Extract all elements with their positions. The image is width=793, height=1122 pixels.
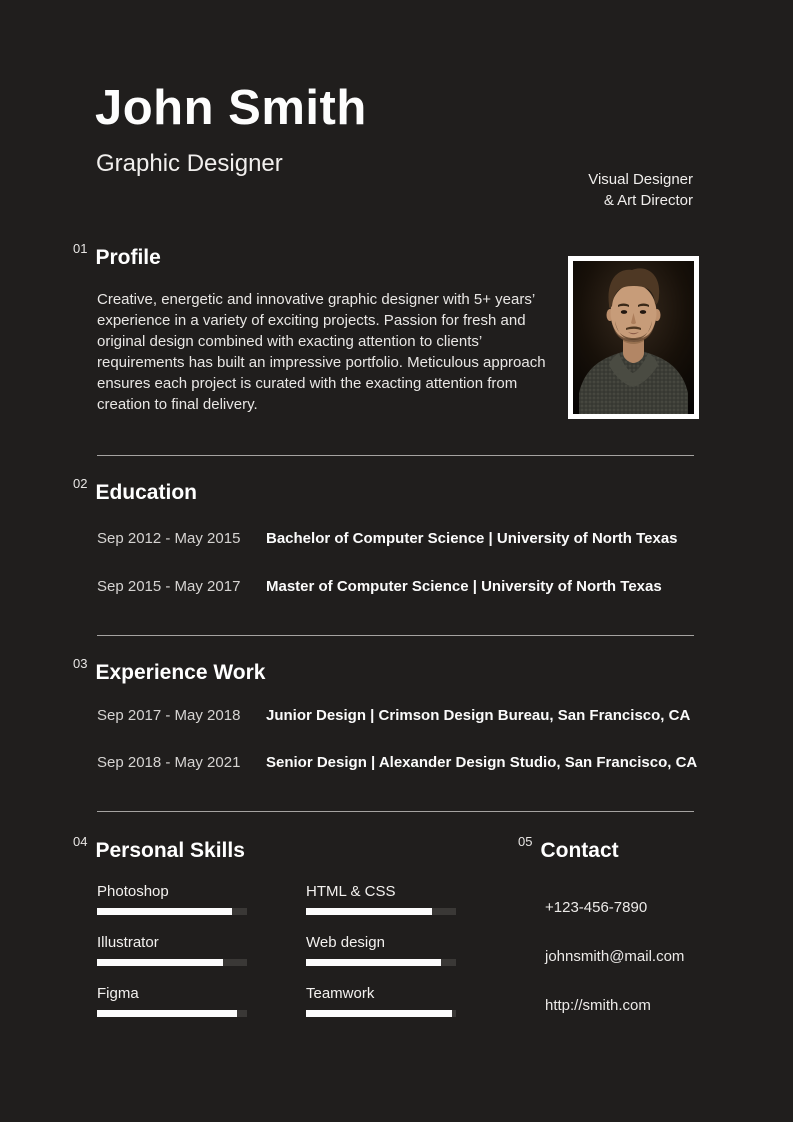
contact-email: johnsmith@mail.com [545,948,685,965]
skill-item [97,934,267,966]
education-dates: Sep 2012 - May 2015 [97,530,241,547]
experience-entry [97,707,690,724]
skills-column-left [97,883,267,1036]
experience-role: Junior Design | Crimson Design Bureau, San Francisco, CA [266,707,691,724]
skills-section-number: 04 [73,834,88,849]
contact-section-heading [518,835,619,861]
skill-label: Figma [97,985,139,1002]
skill-bar-fill [97,959,223,966]
contact-list [545,899,684,1046]
education-dates: Sep 2015 - May 2017 [97,578,241,595]
experience-section-title: Experience Work [95,661,266,684]
education-degree: Bachelor of Computer Science | University of North Texas [266,530,678,547]
skill-bar-fill [306,959,441,966]
experience-role: Senior Design | Alexander Design Studio, San Francisco, CA [266,754,698,771]
skill-item [97,883,267,915]
tagline-line-2: & Art Director [603,192,693,209]
section-divider [97,455,694,456]
skill-label: Web design [306,934,385,951]
contact-section-title: Contact [540,839,619,862]
education-entry [97,530,678,547]
skill-item [306,883,476,915]
skill-item [306,934,476,966]
skill-bar-track [306,959,456,966]
contact-website: http://smith.com [545,997,651,1014]
skill-bar-fill [306,908,432,915]
profile-section-number: 01 [73,241,88,256]
skill-bar-fill [97,1010,237,1017]
skill-bar-track [97,908,247,915]
profile-photo [568,256,699,419]
skill-bar-fill [97,908,232,915]
profile-section-title: Profile [95,246,161,269]
skill-bar-track [306,1010,456,1017]
experience-dates: Sep 2017 - May 2018 [97,707,241,724]
section-divider [97,811,694,812]
skill-label: Teamwork [306,985,375,1002]
tagline [588,169,693,211]
section-divider [97,635,694,636]
job-title: Graphic Designer [96,150,283,177]
skill-label: HTML & CSS [306,883,396,900]
skill-bar-track [97,1010,247,1017]
skill-item [306,985,476,1017]
contact-phone: +123-456-7890 [545,899,648,916]
skill-label: Photoshop [97,883,169,900]
skill-item [97,985,267,1017]
profile-section-heading [73,242,161,268]
experience-entry [97,754,697,771]
education-section-heading [73,477,197,503]
portrait-photo-illustration [573,261,694,414]
skill-label: Illustrator [97,934,159,951]
education-entry [97,578,662,595]
skill-bar-track [97,959,247,966]
education-section-number: 02 [73,476,88,491]
experience-section-heading [73,657,266,683]
education-degree: Master of Computer Science | University of North Texas [266,578,662,595]
skill-bar-fill [306,1010,452,1017]
profile-summary: Creative, energetic and innovative graphic designer with 5+ years’ experience in a variety of exciting projects. Passion for fresh and original design combined with exacting attention to clients’ requirements has built an impressive portfolio. Meticulous approach ensures each project is curated with the exacting attention from creation to final delivery. [97,291,546,413]
skills-column-right [306,883,476,1036]
education-section-title: Education [95,481,197,504]
skills-section-title: Personal Skills [95,839,245,862]
experience-section-number: 03 [73,656,88,671]
contact-section-number: 05 [518,834,533,849]
page-title: John Smith [95,81,367,135]
skill-bar-track [306,908,456,915]
experience-dates: Sep 2018 - May 2021 [97,754,241,771]
tagline-line-1: Visual Designer [588,171,693,188]
skills-section-heading [73,835,245,861]
